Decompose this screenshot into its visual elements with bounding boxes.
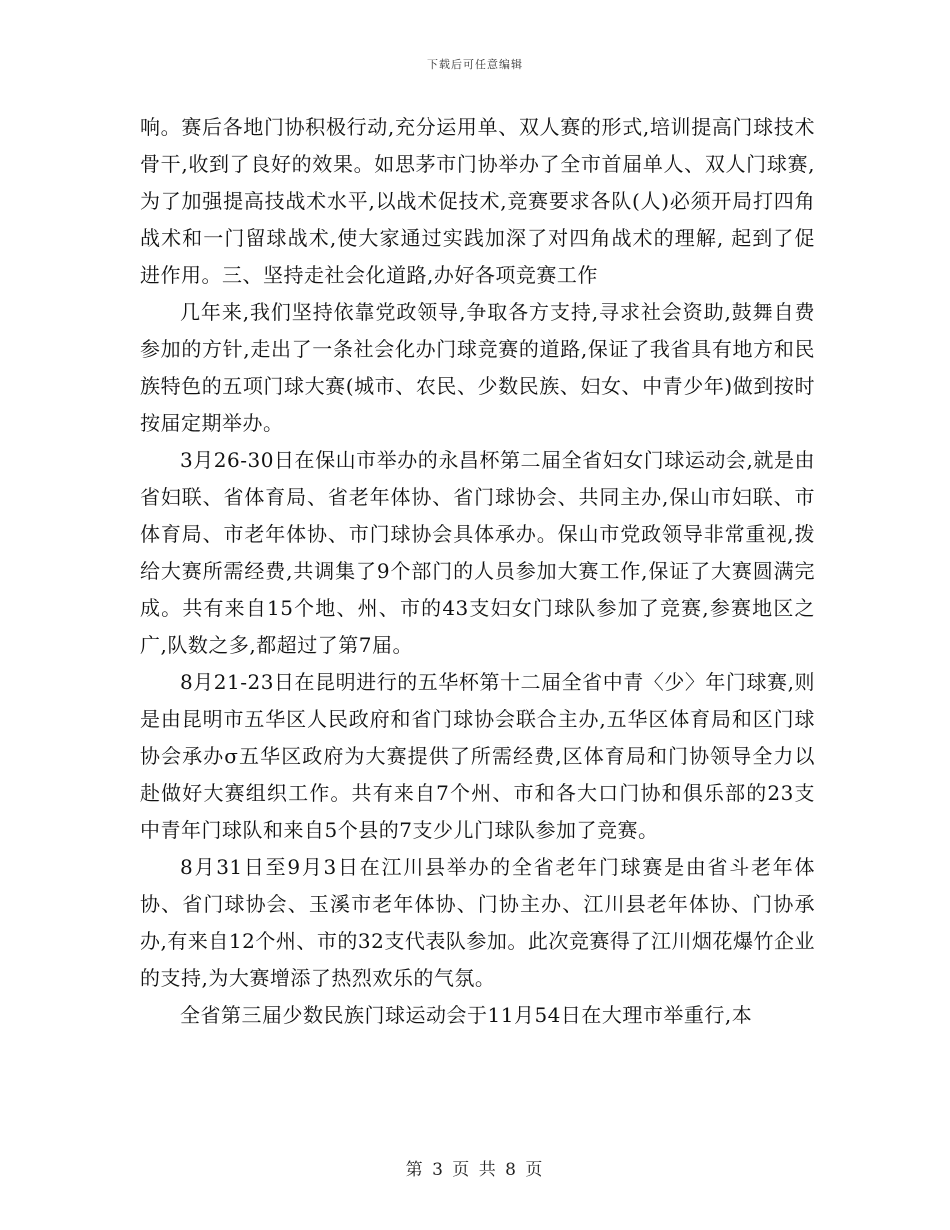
- paragraph-3: 3月26-30日在保山市举办的永昌杯第二届全省妇女门球运动会,就是由省妇联、省体育局、省老年体协、省门球协会、共同主办,保山市妇联、市体育局、市老年体协、市门球协会具体承办。保山市党政领导非常重视,拨给大赛所需经费,共调集了9个部门的人员参加大赛工作,保证了大赛圆满完成。共有来自15个地、州、市的43支妇女门球队参加了竞赛,参赛地区之广,队数之多,都超过了第7届。: [140, 448, 815, 657]
- paragraph-2: 几年来,我们坚持依靠党政领导,争取各方支持,寻求社会资助,鼓舞自费参加的方针,走出了一条社会化办门球竞赛的道路,保证了我省具有地方和民族特色的五项门球大赛(城市、农民、少数民族、妇女、中青少年)做到按时按届定期举办。: [140, 300, 815, 435]
- document-body: [140, 109, 815, 1034]
- page-header: 下载后可任意编辑: [427, 58, 523, 71]
- paragraph-6: 全省第三届少数民族门球运动会于11月54日在大理市举重行,本: [180, 1003, 753, 1027]
- paragraph-1: 响。赛后各地门协积极行动,充分运用单、双人赛的形式,培训提高门球技术骨干,收到了良好的效果。如思茅市门协举办了全市首届单人、双人门球赛,为了加强提高技战术水平,以战术促技术,竞赛要求各队(人)必须开局打四角战术和一门留球战术,使大家通过实践加深了对四角战术的理解, 起到了促进作用。三、坚持走社会化道路,办好各项竞赛工作: [140, 115, 815, 287]
- paragraph-5: 8月31日至9月3日在江川县举办的全省老年门球赛是由省斗老年体协、省门球协会、玉溪市老年体协、门协主办、江川县老年体协、门协承办,有来自12个州、市的32支代表队参加。此次竞赛得了江川烟花爆竹企业的支持,为大赛增添了热烈欢乐的气氛。: [140, 855, 815, 990]
- page-footer: 第 3 页 共 8 页: [405, 1160, 545, 1180]
- paragraph-4: 8月21-23日在昆明进行的五华杯第十二届全省中青〈少〉年门球赛,则是由昆明市五华区人民政府和省门球协会联合主办,五华区体育局和区门球协会承办σ五华区政府为大赛提供了所需经费,区体育局和门协领导全力以赴做好大赛组织工作。共有来自7个州、市和各大口门协和俱乐部的23支中青年门球队和来自5个县的7支少儿门球队参加了竞赛。: [140, 670, 815, 842]
